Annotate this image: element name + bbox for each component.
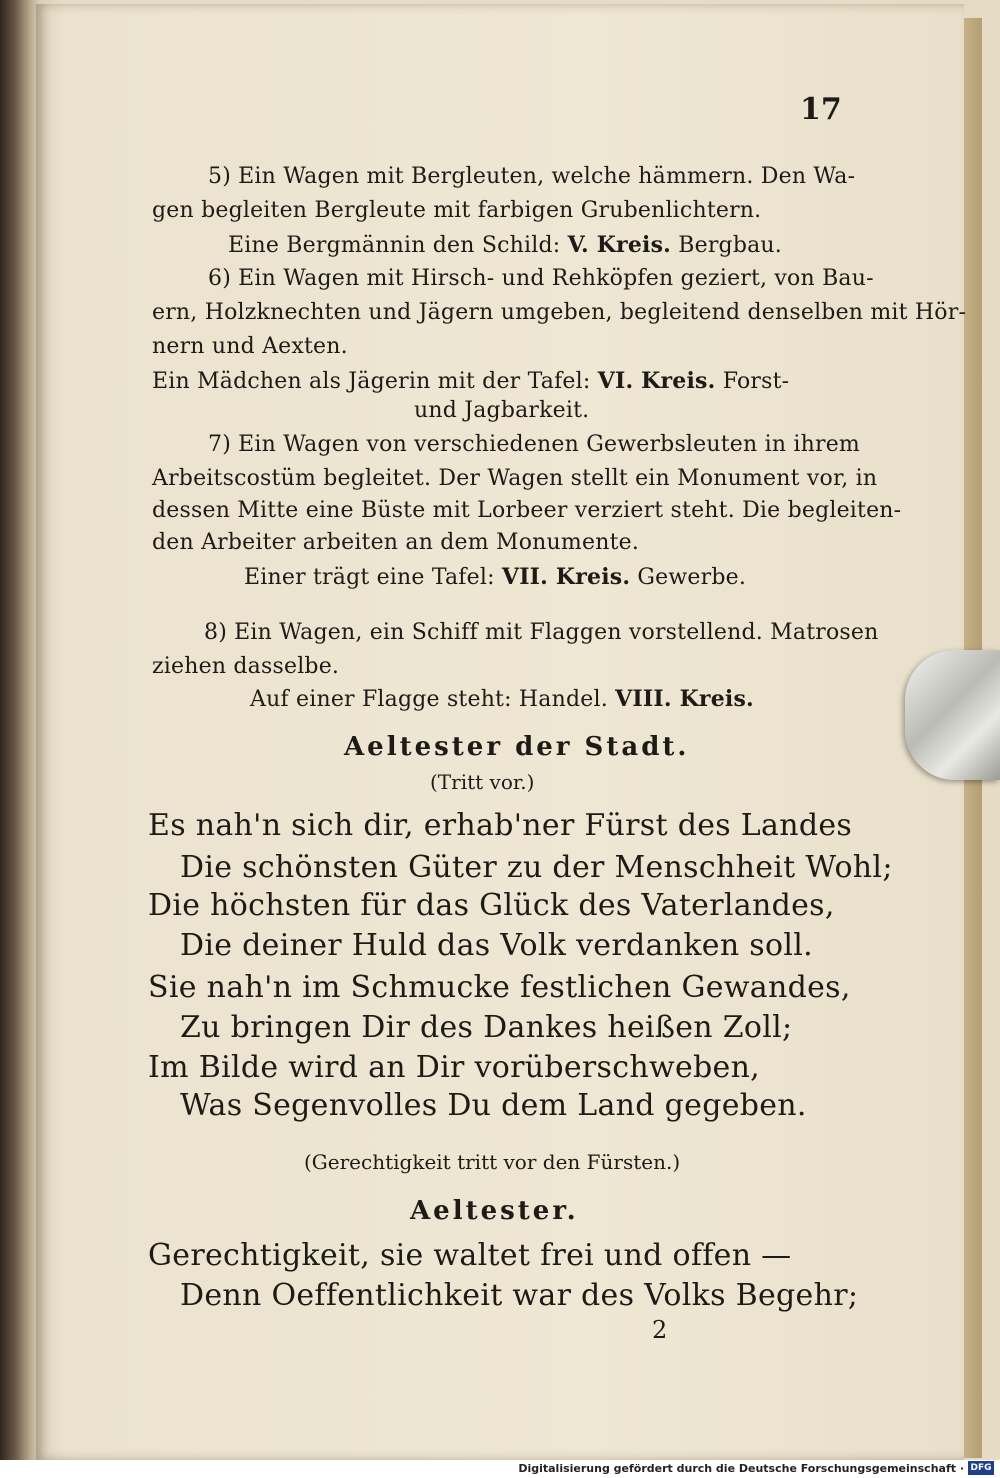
verse-line: Sie nah'n im Schmucke festlichen Gewandes, [148, 970, 851, 1005]
text-line: 7) Ein Wagen von verschiedenen Gewerbsleuten in ihrem [208, 432, 860, 457]
stage-direction: (Gerechtigkeit tritt vor den Fürsten.) [304, 1150, 681, 1174]
dfg-logo-icon: DFG [968, 1461, 994, 1475]
text-line: Ein Mädchen als Jägerin mit der Tafel: VI. Kreis. Forst- [152, 368, 790, 394]
verse-line: Zu bringen Dir des Dankes heißen Zoll; [180, 1010, 793, 1045]
page-clip [905, 650, 1000, 780]
text-line: Einer trägt eine Tafel: VII. Kreis. Gewerbe. [244, 564, 747, 590]
text-line: dessen Mitte eine Büste mit Lorbeer verziert steht. Die begleiten- [152, 498, 902, 523]
text-line: 6) Ein Wagen mit Hirsch- und Rehköpfen geziert, von Bau- [208, 266, 874, 291]
speaker-heading: Aeltester der Stadt. [344, 732, 690, 762]
verse-line: Gerechtigkeit, sie waltet frei und offen — [148, 1238, 792, 1273]
book-spine-edge [0, 0, 26, 1478]
speaker-heading: Aeltester. [410, 1196, 579, 1226]
verse-line: Die schönsten Güter zu der Menschheit Wohl; [180, 850, 893, 885]
text-line: Arbeitscostüm begleitet. Der Wagen stellt ein Monument vor, in [152, 466, 878, 491]
text-line: nern und Aexten. [152, 334, 348, 359]
verse-line: Es nah'n sich dir, erhab'ner Fürst des Landes [148, 808, 853, 843]
text-line: 8) Ein Wagen, ein Schiff mit Flaggen vorstellend. Matrosen [204, 620, 879, 645]
signature-mark: 2 [652, 1316, 668, 1344]
stage-direction: (Tritt vor.) [430, 770, 535, 794]
verse-line: Die deiner Huld das Volk verdanken soll. [180, 928, 813, 963]
text-line: den Arbeiter arbeiten an dem Monumente. [152, 530, 640, 555]
clip-shape [905, 650, 1000, 780]
verse-line: Im Bilde wird an Dir vorüberschweben, [148, 1050, 761, 1085]
verse-line: Was Segenvolles Du dem Land gegeben. [180, 1088, 807, 1123]
text-line: Eine Bergmännin den Schild: V. Kreis. Bergbau. [228, 232, 782, 258]
text-line: Auf einer Flagge steht: Handel. VIII. Kreis. [250, 686, 754, 712]
text-line: ziehen dasselbe. [152, 654, 340, 679]
footer-credit: Digitalisierung gefördert durch die Deutsche Forschungsgemeinschaft · [518, 1462, 964, 1475]
text-line: gen begleiten Bergleute mit farbigen Grubenlichtern. [152, 198, 762, 223]
page-number: 17 [800, 92, 842, 127]
verse-line: Die höchsten für das Glück des Vaterlandes, [148, 888, 835, 923]
text-line: und Jagbarkeit. [414, 398, 590, 423]
text-line: ern, Holzknechten und Jägern umgeben, begleitend denselben mit Hör- [152, 300, 967, 325]
verse-line: Denn Oeffentlichkeit war des Volks Begehr; [180, 1278, 859, 1313]
text-line: 5) Ein Wagen mit Bergleuten, welche hämmern. Den Wa- [208, 164, 856, 189]
